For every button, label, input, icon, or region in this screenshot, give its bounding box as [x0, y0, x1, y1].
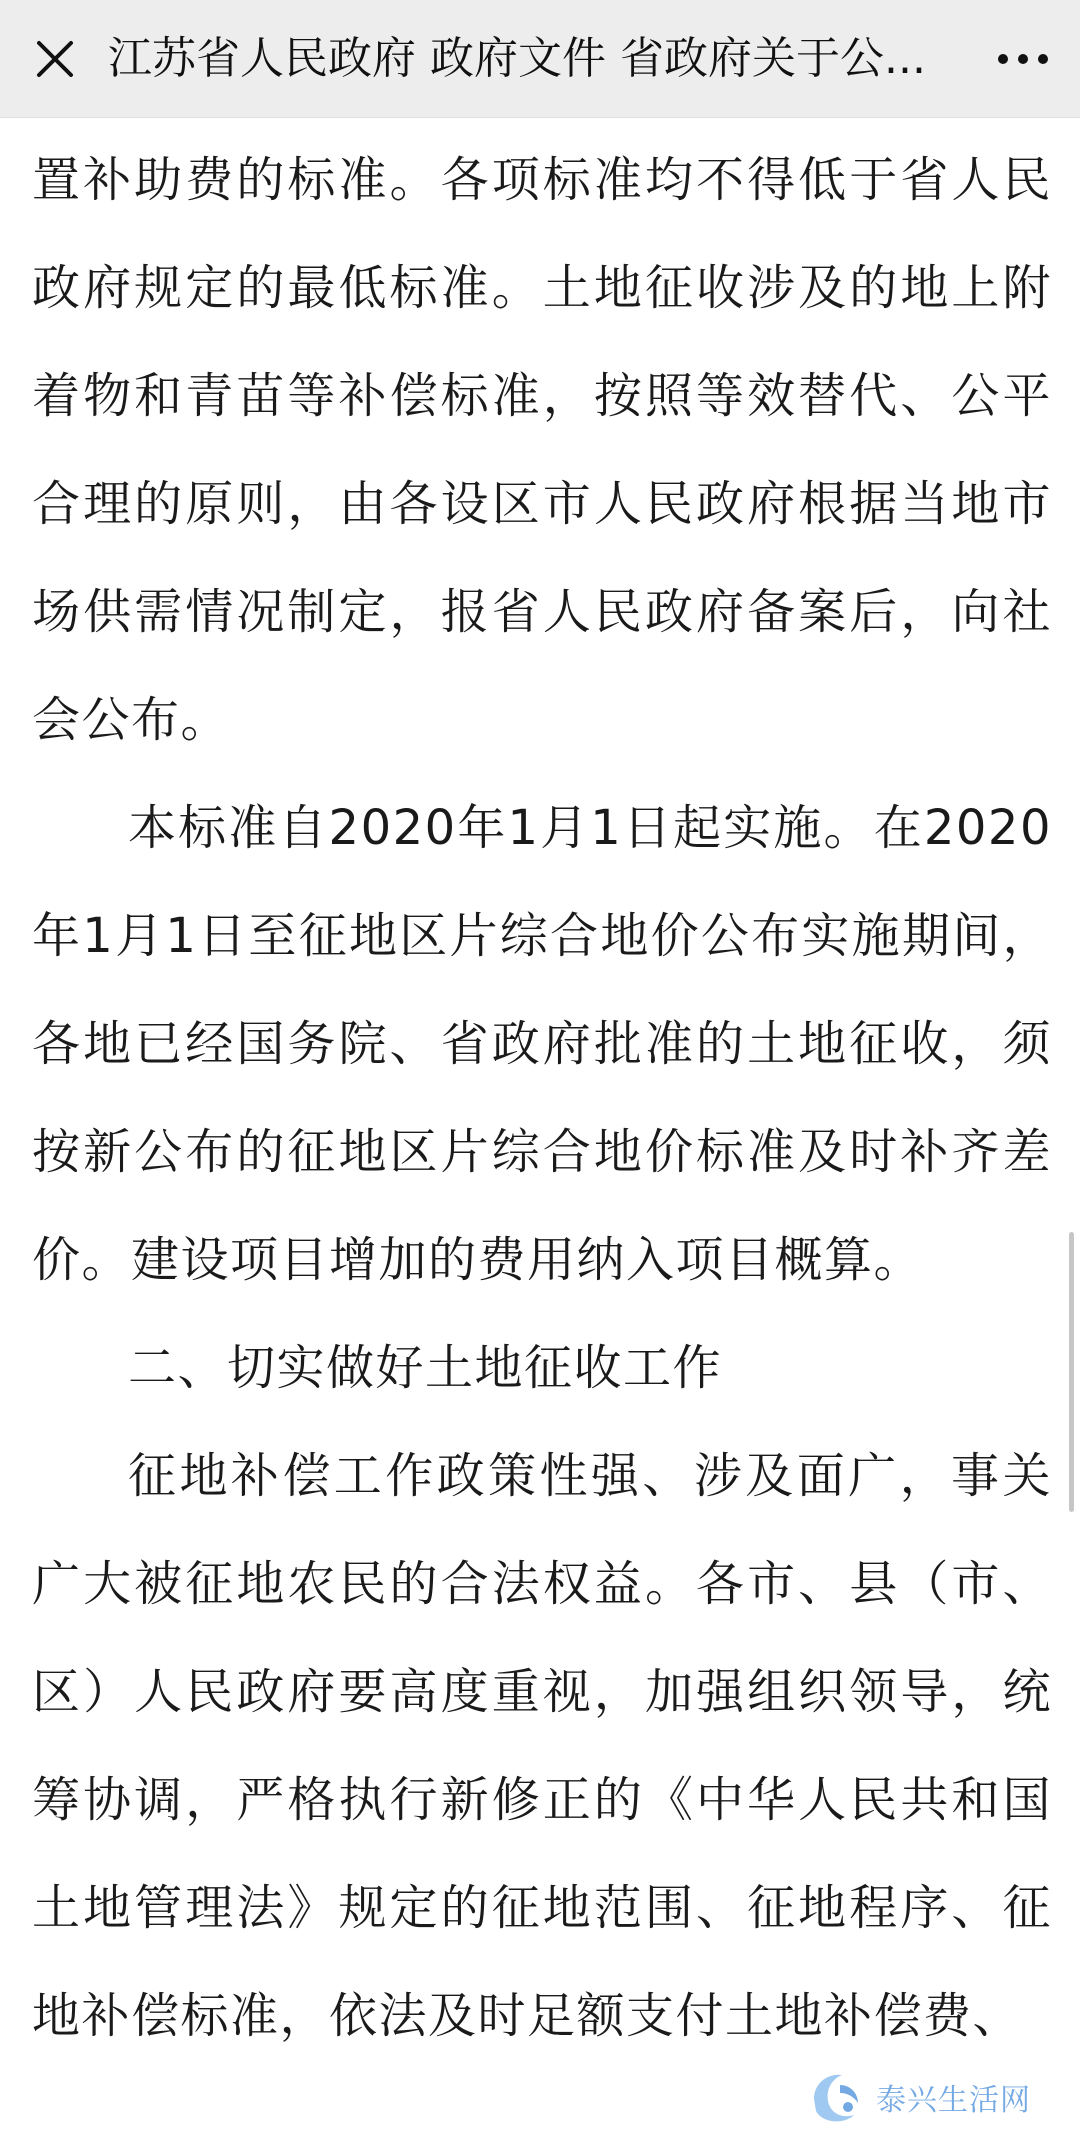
watermark-logo-icon — [804, 2065, 868, 2129]
article-paragraph: 置补助费的标准。各项标准均不得低于省人民政府规定的最低标准。土地征收涉及的地上附着物和青苗等补偿标准，按照等效替代、公平合理的原则，由各设区市人民政府根据当地市场供需情况制定，报省人民政府备案后，向社会公布。 — [32, 152, 1052, 748]
article-content[interactable] — [0, 118, 1080, 2149]
article-paragraph: 本标准自2020年1月1日起实施。在2020年1月1日至征地区片综合地价公布实施期间，各地已经国务院、省政府批准的土地征收，须按新公布的征地区片综合地价标准及时补齐差价。建设项目增加的费用纳入项目概算。 — [32, 800, 1052, 1288]
top-bar — [0, 0, 1080, 118]
scrollbar-thumb[interactable] — [1069, 1232, 1074, 1512]
watermark-text: 泰兴生活网 — [876, 2084, 1031, 2117]
more-button[interactable] — [990, 26, 1056, 92]
article-body — [32, 126, 1052, 2070]
page-title: 江苏省人民政府 政府文件 省政府关于公... — [108, 33, 926, 84]
close-button[interactable] — [22, 26, 88, 92]
watermark — [804, 2059, 1066, 2135]
more-horizontal-icon — [995, 51, 1051, 67]
section-heading: 二、切实做好土地征收工作 — [128, 1340, 723, 1396]
article-paragraph: 征地补偿工作政策性强、涉及面广，事关广大被征地农民的合法权益。各市、县（市、区）人民政府要高度重视，加强组织领导，统筹协调，严格执行新修正的《中华人民共和国土地管理法》规定的征地范围、征地程序、征地补偿标准，依法及时足额支付土地补偿费、 — [32, 1448, 1052, 2044]
close-icon — [33, 37, 77, 81]
